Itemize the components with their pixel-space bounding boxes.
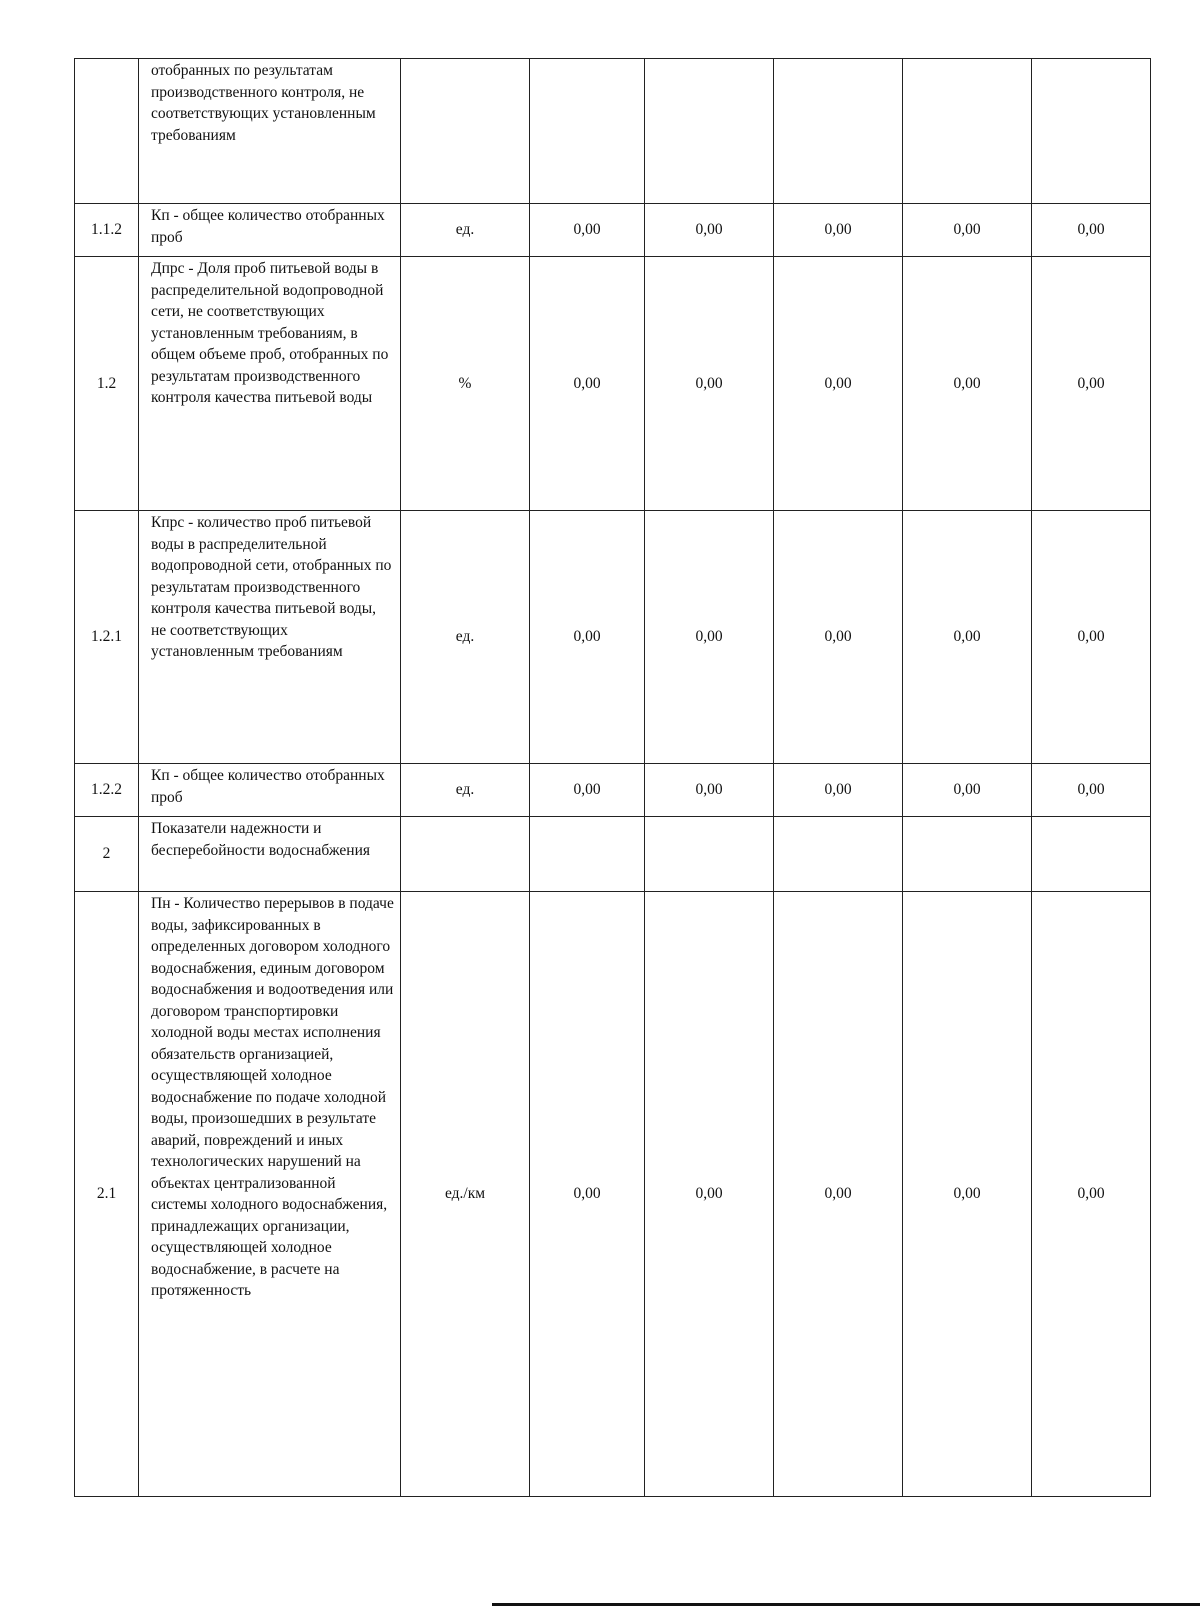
value-cell: 0,00	[903, 511, 1032, 764]
table-row	[75, 59, 1151, 204]
value-cell: 0,00	[774, 764, 903, 817]
row-number: 1.1.2	[75, 204, 139, 257]
value-cell: 0,00	[645, 204, 774, 257]
row-number: 1.2	[75, 257, 139, 511]
indicators-table	[74, 58, 1151, 1497]
table-row	[75, 892, 1151, 1497]
row-number	[75, 59, 139, 204]
value-cell: 0,00	[903, 257, 1032, 511]
value-cell	[903, 817, 1032, 892]
value-cell	[1032, 59, 1151, 204]
value-cell	[774, 817, 903, 892]
indicator-description: отобранных по результатам производственного контроля, не соответствующих установленным требованиям	[139, 59, 401, 204]
value-cell: 0,00	[530, 511, 645, 764]
value-cell: 0,00	[530, 892, 645, 1497]
unit-cell: %	[401, 257, 530, 511]
unit-cell	[401, 59, 530, 204]
value-cell: 0,00	[645, 257, 774, 511]
value-cell	[645, 817, 774, 892]
table-row	[75, 204, 1151, 257]
value-cell: 0,00	[645, 511, 774, 764]
value-cell: 0,00	[530, 204, 645, 257]
page-bottom-rule	[492, 1603, 1200, 1606]
value-cell: 0,00	[903, 764, 1032, 817]
value-cell: 0,00	[774, 204, 903, 257]
value-cell	[1032, 817, 1151, 892]
value-cell	[530, 59, 645, 204]
indicator-description: Кпрс - количество проб питьевой воды в распределительной водопроводной сети, отобранных по результатам производственного контроля качества питьевой воды, не соответствующих установленным требованиям	[139, 511, 401, 764]
value-cell: 0,00	[1032, 204, 1151, 257]
unit-cell	[401, 817, 530, 892]
table-row	[75, 257, 1151, 511]
value-cell: 0,00	[1032, 511, 1151, 764]
value-cell: 0,00	[530, 764, 645, 817]
value-cell: 0,00	[774, 511, 903, 764]
value-cell	[774, 59, 903, 204]
value-cell	[645, 59, 774, 204]
indicator-description: Дпрс - Доля проб питьевой воды в распределительной водопроводной сети, не соответствующих установленным требованиям, в общем объеме проб, отобранных по результатам производственного контроля качества питьевой воды	[139, 257, 401, 511]
unit-cell: ед.	[401, 764, 530, 817]
row-number: 2.1	[75, 892, 139, 1497]
unit-cell: ед.	[401, 204, 530, 257]
value-cell	[530, 817, 645, 892]
unit-cell: ед./км	[401, 892, 530, 1497]
value-cell: 0,00	[774, 892, 903, 1497]
row-number: 1.2.1	[75, 511, 139, 764]
value-cell	[903, 59, 1032, 204]
section-title: Показатели надежности и бесперебойности водоснабжения	[139, 817, 401, 892]
table-row	[75, 764, 1151, 817]
section-header-row	[75, 817, 1151, 892]
value-cell: 0,00	[1032, 892, 1151, 1497]
value-cell: 0,00	[903, 892, 1032, 1497]
value-cell: 0,00	[1032, 257, 1151, 511]
indicator-description: Пн - Количество перерывов в подаче воды, зафиксированных в определенных договором холодного водоснабжения, единым договором водоснабжения и водоотведения или договором транспортировки холодной воды местах исполнения обязательств организацией, осуществляющей холодное водоснабжение по подаче холодной воды, произошедших в результате аварий, повреждений и иных технологических нарушений на объектах централизованной системы холодного водоснабжения, принадлежащих организации, осуществляющей холодное водоснабжение, в расчете на протяженность	[139, 892, 401, 1497]
value-cell: 0,00	[530, 257, 645, 511]
row-number: 2	[75, 817, 139, 892]
value-cell: 0,00	[645, 892, 774, 1497]
value-cell: 0,00	[903, 204, 1032, 257]
table-row	[75, 511, 1151, 764]
row-number: 1.2.2	[75, 764, 139, 817]
value-cell: 0,00	[1032, 764, 1151, 817]
indicator-description: Кп - общее количество отобранных проб	[139, 764, 401, 817]
indicator-description: Кп - общее количество отобранных проб	[139, 204, 401, 257]
value-cell: 0,00	[645, 764, 774, 817]
value-cell: 0,00	[774, 257, 903, 511]
unit-cell: ед.	[401, 511, 530, 764]
